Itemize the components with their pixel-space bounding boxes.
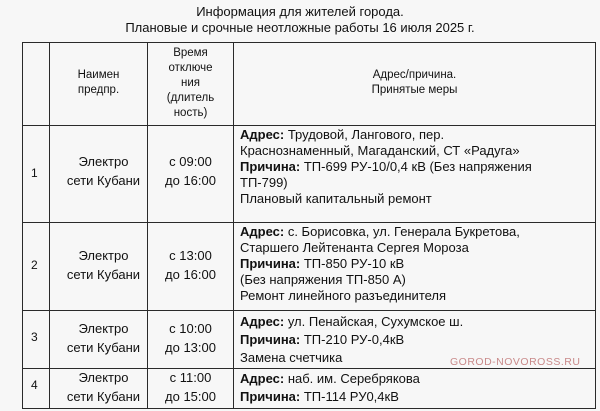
row-time: с 09:00 до 16:00 — [165, 154, 216, 188]
header-address: Адрес/причина. Принятые меры — [371, 69, 458, 96]
row-divider — [22, 310, 596, 311]
col-border — [22, 42, 23, 409]
row-number: 2 — [31, 258, 38, 272]
row-time: с 10:00 до 13:00 — [165, 321, 216, 355]
table-border-bottom — [22, 408, 596, 409]
row-org: Электро сети Кубани — [66, 154, 141, 188]
header-time: Время отключе ния (длитель ность) — [166, 47, 215, 119]
row-divider — [22, 125, 596, 126]
row-number: 3 — [31, 330, 38, 344]
row-time: с 13:00 до 16:00 — [165, 248, 216, 282]
row-details: Адрес: ул. Пенайская, Сухумское ш. Причина: ТП-210 РУ-0,4кВ Замена счетчика — [240, 314, 464, 365]
row-details: Адрес: с. Борисовка, ул. Генерала Букретова, Старшего Лейтенанта Сергея Мороза Причина: ТП-850 РУ-10 кВ (Без напряжения ТП-850 А) Ремонт линейного разъединителя — [240, 224, 520, 303]
row-details: Адрес: Трудовой, Лангового, пер. Краснознаменный, Магаданский, СТ «Радуга» Причина: ТП-699 РУ-10/0,4 кВ (Без напряжения ТП-799) Плановый капитальный ремонт — [240, 127, 532, 206]
row-org: Электро сети Кубани — [66, 370, 141, 404]
page-title: Информация для жителей города. — [196, 4, 404, 19]
header-org: Наимен предпр. — [77, 69, 120, 96]
row-details: Адрес: наб. им. Серебрякова Причина: ТП-114 РУ0,4кВ — [240, 371, 420, 404]
col-border — [595, 42, 596, 409]
row-number: 1 — [31, 166, 38, 180]
watermark: GOROD-NOVOROSS.RU — [450, 356, 581, 368]
row-org: Электро сети Кубани — [66, 321, 141, 355]
row-number: 4 — [31, 378, 38, 392]
row-time: с 11:00 до 15:00 — [165, 370, 216, 404]
table-border-top — [22, 42, 596, 43]
row-divider — [22, 222, 596, 223]
page-subtitle: Плановые и срочные неотложные работы 16 июля 2025 г. — [125, 20, 475, 35]
row-org: Электро сети Кубани — [66, 248, 141, 282]
